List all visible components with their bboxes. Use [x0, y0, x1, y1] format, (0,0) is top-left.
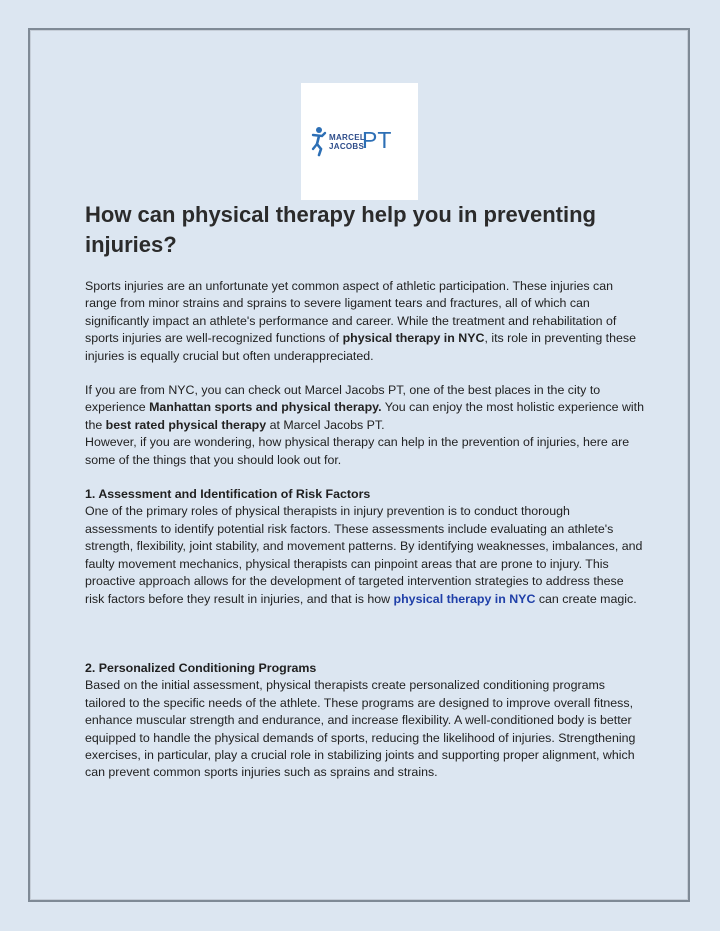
promo-paragraph: [85, 382, 645, 434]
section1-text: One of the primary roles of physical therapists in injury prevention is to conduct thorough assessments to identify potential risk factors. These assessments include evaluating an athlete's strength, flexibility, joint stability, and movement patterns. By identifying weaknesses, imbalances, and faulty movement mechanics, physical therapists can pinpoint areas that are prone to injury. This proactive approach allows for the development of targeted intervention strategies to address these risk factors before they result in injuries, and that is how: [85, 504, 643, 606]
promo-text-3: at Marcel Jacobs PT.: [266, 417, 385, 432]
intro-paragraph: [85, 278, 645, 365]
logo-pt: PT: [362, 127, 392, 153]
promo-text-2: You can enjoy the most holistic experience with the: [85, 400, 644, 432]
intro-text-2: , its role in preventing these injuries is equally crucial but often underappreciated.: [85, 331, 636, 363]
logo-wordmark: [329, 133, 365, 151]
section2-heading: 2. Personalized Conditioning Programs: [85, 660, 317, 675]
promo-bold-2: best rated physical therapy: [105, 417, 267, 432]
promo-followup: However, if you are wondering, how physical therapy can help in the prevention of injuries, here are some of the things that you should look out for.: [85, 435, 630, 467]
section1-heading: 1. Assessment and Identification of Risk Factors: [85, 487, 371, 502]
logo-line1: MARCEL: [329, 133, 366, 142]
intro-text-1: Sports injuries are an unfortunate yet common aspect of athletic participation. These injuries can range from minor strains and sprains to severe ligament tears and fractures, all of which can significantly impact an athlete's performance and career. While the treatment and rehabilitation of sports injuries are well-recognized functions of: [85, 279, 617, 346]
physical-therapy-nyc-link[interactable]: physical therapy in NYC: [393, 591, 536, 606]
section2-body: Based on the initial assessment, physical therapists create personalized conditioning programs tailored to the specific needs of the athlete. These programs are designed to improve overall fitness, enhance muscular strength and endurance, and increase flexibility. A well-conditioned body is better equipped to handle the physical demands of sports, reducing the likelihood of injuries. Strengthening exercises, in particular, play a crucial role in stabilizing joints and supporting proper alignment, which can prevent common sports injuries such as sprains and strains.: [85, 678, 636, 780]
section1-body: [85, 503, 645, 607]
promo-text-1: If you are from NYC, you can check out Marcel Jacobs PT, one of the best places in the city to experience: [85, 383, 601, 415]
logo-line2: JACOBS: [329, 142, 365, 151]
article: [85, 200, 645, 782]
section1-text-after: can create magic.: [535, 591, 637, 606]
intro-bold: physical therapy in NYC: [342, 331, 485, 346]
logo: [301, 83, 418, 200]
article-title: How can physical therapy help you in preventing injuries?: [85, 202, 596, 257]
promo-bold-1: Manhattan sports and physical therapy.: [149, 400, 382, 415]
